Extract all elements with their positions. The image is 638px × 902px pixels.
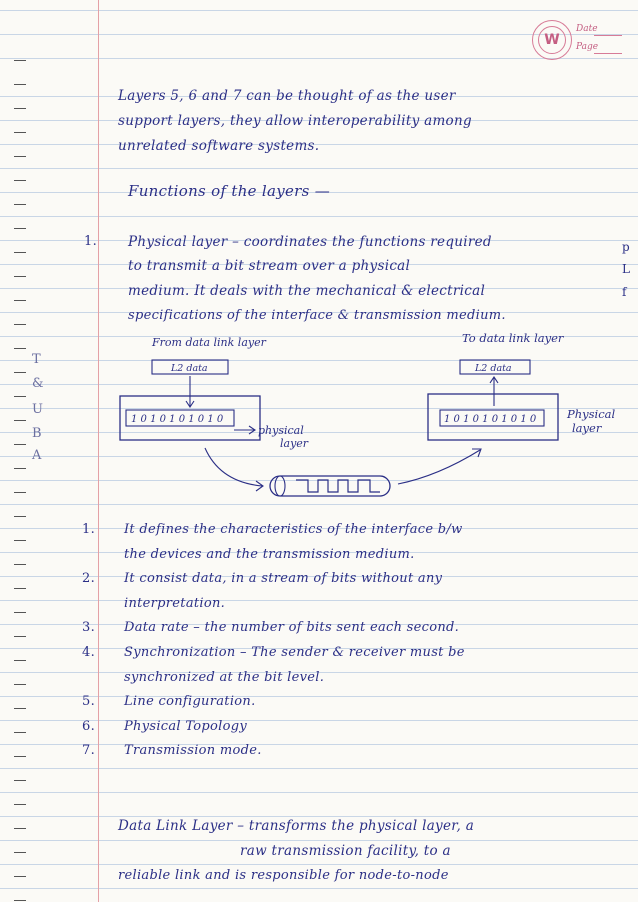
point-text: interpretation. (124, 596, 226, 611)
section-heading: Functions of the layers — (128, 182, 331, 200)
side-letter: U (32, 402, 43, 417)
point-number: 6. (82, 719, 96, 734)
intro-line: Layers 5, 6 and 7 can be thought of as the user (118, 88, 456, 104)
point-number: 2. (82, 571, 96, 586)
left-frame-label: L2 data (171, 363, 208, 374)
datalink-line: reliable link and is responsible for node-to-node (118, 868, 449, 883)
point-number: 3. (82, 620, 96, 635)
page-label: Page (576, 42, 599, 52)
physical-right-label: Physical (567, 407, 616, 421)
point-text: Physical Topology (124, 719, 248, 734)
edge-letter: f (622, 285, 627, 299)
curve-arrow-left (205, 448, 262, 486)
signal-wave (296, 480, 380, 492)
point-text: Line configuration. (124, 694, 256, 709)
point-text: synchronized at the bit level. (124, 670, 325, 685)
physical-line: specifications of the interface & transmission medium. (128, 308, 506, 323)
edge-letter: L (622, 262, 630, 276)
physical-line: medium. It deals with the mechanical & electrical (128, 283, 486, 299)
intro-line: unrelated software systems. (118, 138, 320, 154)
right-bits: 1 0 1 0 1 0 1 0 1 0 (444, 414, 537, 425)
date-label: Date (576, 24, 598, 34)
point-number: 5. (82, 694, 96, 709)
physical-line: to transmit a bit stream over a physical (128, 258, 411, 274)
point-text: Synchronization – The sender & receiver must be (124, 645, 465, 660)
edge-letter: p (622, 240, 630, 254)
transmission-medium (270, 476, 390, 496)
intro-line: support layers, they allow interoperability among (118, 113, 472, 129)
datalink-line: raw transmission facility, to a (240, 843, 451, 859)
physical-right-label: layer (572, 421, 602, 435)
physical-line: Physical layer – coordinates the functions required (128, 234, 492, 250)
point-number: 4. (82, 645, 96, 660)
side-letter: B (32, 426, 42, 441)
to-dll-label: To data link layer (462, 331, 564, 345)
left-bits: 1 0 1 0 1 0 1 0 1 0 (131, 414, 224, 425)
point-text: It consist data, in a stream of bits without any (124, 571, 443, 586)
right-frame-label: L2 data (475, 363, 512, 374)
from-dll-label: From data link layer (152, 336, 266, 349)
datalink-line: Data Link Layer – transforms the physical layer, a (118, 818, 475, 834)
point-number: 1. (82, 522, 96, 537)
point-number: 7. (82, 743, 96, 758)
point-text: It defines the characteristics of the interface b/w (124, 522, 463, 537)
physical-label: physical (258, 424, 304, 437)
point-text: the devices and the transmission medium. (124, 547, 415, 562)
side-letter: A (32, 448, 42, 463)
item-number: 1. (84, 234, 98, 249)
physical-label: layer (280, 437, 309, 450)
point-text: Transmission mode. (124, 743, 262, 758)
point-text: Data rate – the number of bits sent each second. (124, 620, 460, 635)
side-letter: & (32, 376, 44, 391)
w-logo-icon: W (538, 26, 566, 54)
cable-end (275, 476, 285, 496)
side-letter: T (32, 352, 41, 367)
curve-arrow-right (398, 450, 480, 484)
